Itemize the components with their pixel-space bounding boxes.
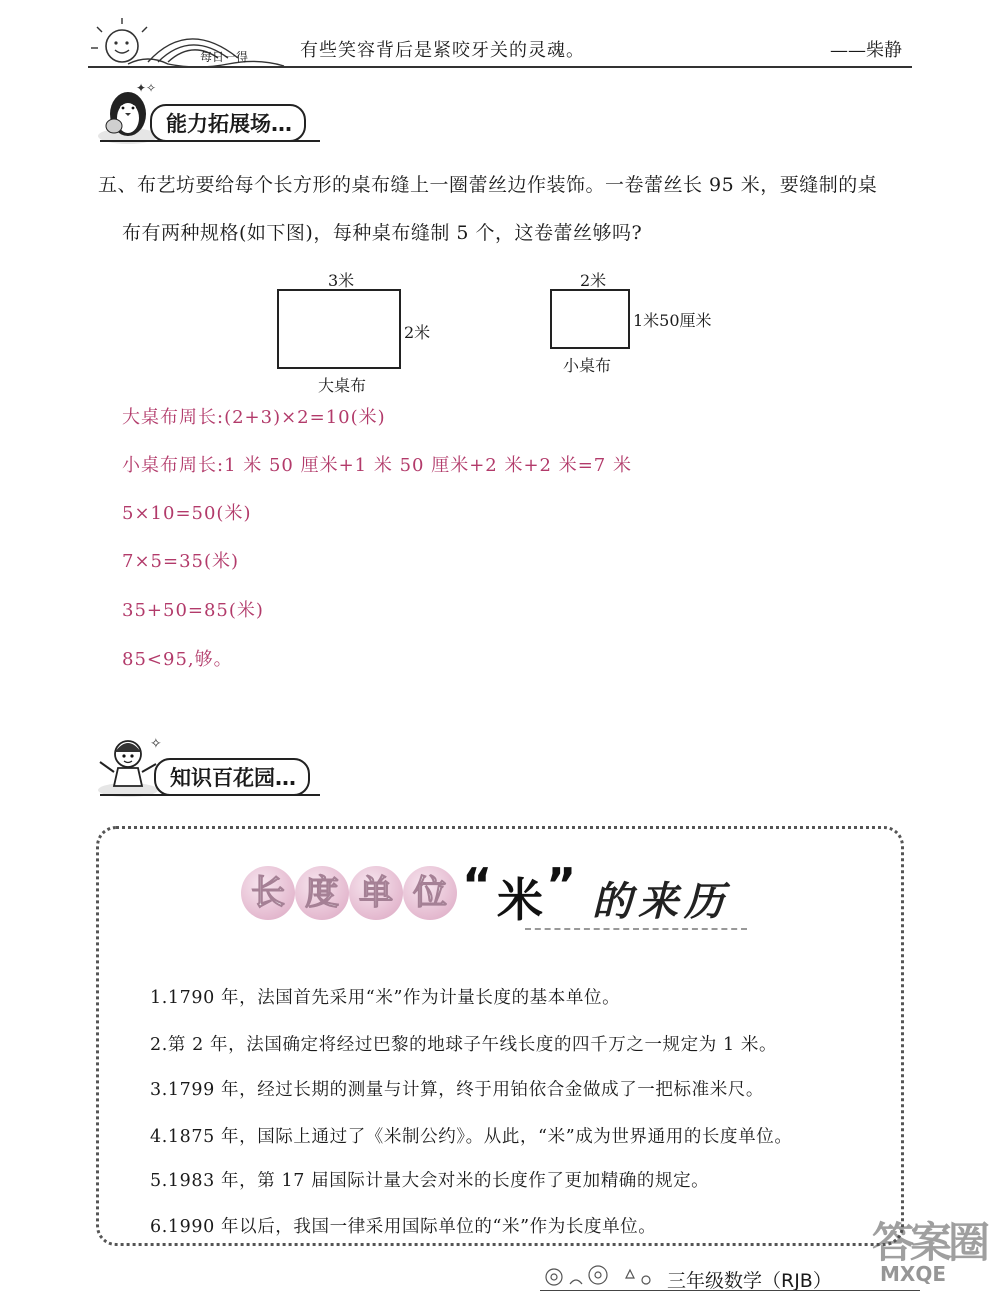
title-close-quote: ” bbox=[546, 858, 577, 912]
section-underline bbox=[100, 794, 320, 796]
answer-line-1: 大桌布周长:(2+3)×2=10(米) bbox=[122, 407, 386, 428]
history-item: 3.1799 年，经过长期的测量与计算，终于用铂依合金做成了一把标准米尺。 bbox=[150, 1080, 764, 1100]
title-char-circle: 长 bbox=[241, 866, 295, 920]
large-tablecloth-caption: 大桌布 bbox=[318, 376, 367, 395]
history-item: 2.第 2 年，法国确定将经过巴黎的地球子午线长度的四千万之一规定为 1 米。 bbox=[150, 1035, 778, 1055]
header bbox=[0, 0, 1000, 80]
section-title-knowledge: 知识百花园… bbox=[154, 758, 310, 796]
header-quote: 有些笑容背后是紧咬牙关的灵魂。 bbox=[300, 40, 585, 61]
watermark-sub: MXQE bbox=[880, 1262, 946, 1286]
answer-line-3: 5×10=50(米) bbox=[122, 503, 252, 524]
watermark-logo: 答案圈 bbox=[872, 1218, 987, 1267]
answer-line-5: 35+50=85(米) bbox=[122, 600, 264, 621]
answer-line-4: 7×5=35(米) bbox=[122, 551, 240, 572]
problem-line-2: 布有两种规格(如下图)，每种桌布缝制 5 个，这卷蕾丝够吗? bbox=[122, 222, 643, 244]
footer-grade-label: 三年级数学（RJB） bbox=[667, 1270, 832, 1292]
small-tablecloth-top-label: 2米 bbox=[580, 271, 607, 290]
small-tablecloth-side-label: 1米50厘米 bbox=[633, 311, 712, 330]
large-tablecloth-rect bbox=[277, 289, 401, 369]
title-underline bbox=[525, 928, 747, 930]
title-char-circle: 度 bbox=[295, 866, 349, 920]
section-title-ability: 能力拓展场… bbox=[150, 104, 306, 142]
title-open-quote: “ bbox=[462, 858, 493, 912]
title-tail: 的来历 bbox=[592, 879, 730, 925]
history-item: 4.1875 年，国际上通过了《米制公约》。从此，“米”成为世界通用的长度单位。 bbox=[150, 1127, 793, 1147]
flower-decoration-icon bbox=[540, 1262, 660, 1292]
svg-text:✧: ✧ bbox=[150, 736, 162, 752]
answer-line-2: 小桌布周长:1 米 50 厘米+1 米 50 厘米+2 米+2 米=7 米 bbox=[122, 455, 632, 476]
footer-divider bbox=[540, 1290, 920, 1291]
answer-line-6: 85<95,够。 bbox=[122, 649, 233, 670]
small-tablecloth-rect bbox=[550, 289, 630, 349]
header-divider bbox=[88, 66, 912, 68]
small-tablecloth-caption: 小桌布 bbox=[563, 356, 612, 375]
section-underline bbox=[100, 140, 320, 142]
large-tablecloth-side-label: 2米 bbox=[404, 323, 431, 342]
header-logo-text: 每日一得 bbox=[200, 50, 249, 64]
sun-rainbow-icon bbox=[88, 18, 288, 70]
history-item: 1.1790 年，法国首先采用“米”作为计量长度的基本单位。 bbox=[150, 988, 621, 1008]
history-item: 5.1983 年，第 17 届国际计量大会对米的长度作了更加精确的规定。 bbox=[150, 1171, 710, 1191]
title-char-circle: 单 bbox=[349, 866, 403, 920]
title-char-circle: 位 bbox=[403, 866, 457, 920]
large-tablecloth-top-label: 3米 bbox=[328, 271, 355, 290]
header-author: ——柴静 bbox=[830, 40, 902, 61]
problem-line-1: 五、布艺坊要给每个长方形的桌布缝上一圈蕾丝边作装饰。一卷蕾丝长 95 米，要缝制的桌 bbox=[98, 174, 878, 196]
title-mi: 米 bbox=[497, 873, 543, 927]
svg-text:✦✧: ✦✧ bbox=[136, 81, 157, 95]
history-item: 6.1990 年以后，我国一律采用国际单位的“米”作为长度单位。 bbox=[150, 1217, 657, 1237]
